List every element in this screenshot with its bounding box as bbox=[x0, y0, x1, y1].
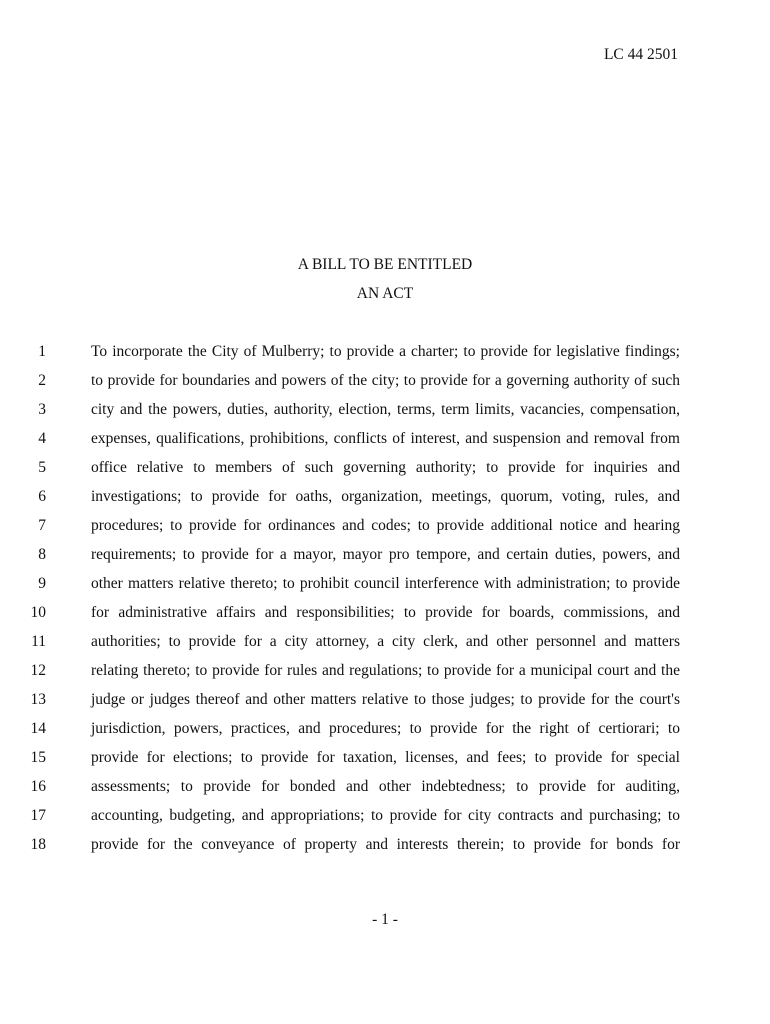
line-number: 18 bbox=[30, 836, 46, 853]
line-text: jurisdiction, powers, practices, and procedures; to provide for the right of certiorari; to bbox=[91, 720, 680, 737]
line-number: 10 bbox=[30, 604, 46, 621]
line-number: 4 bbox=[38, 430, 46, 447]
line-number: 3 bbox=[38, 401, 46, 418]
line-text: office relative to members of such governing authority; to provide for inquiries and bbox=[91, 459, 680, 476]
line-number: 12 bbox=[30, 662, 46, 679]
line-text: accounting, budgeting, and appropriations; to provide for city contracts and purchasing; to bbox=[91, 807, 680, 824]
line-number: 17 bbox=[30, 807, 46, 824]
line-number: 14 bbox=[30, 720, 46, 737]
document-id: LC 44 2501 bbox=[603, 46, 678, 63]
line-number: 1 bbox=[38, 343, 46, 360]
line-text: procedures; to provide for ordinances and codes; to provide additional notice and hearing bbox=[91, 517, 680, 534]
line-text: expenses, qualifications, prohibitions, conflicts of interest, and suspension and removal from bbox=[91, 430, 680, 447]
line-number: 6 bbox=[38, 488, 46, 505]
line-number: 11 bbox=[31, 633, 46, 650]
line-text: requirements; to provide for a mayor, mayor pro tempore, and certain duties, powers, and bbox=[91, 546, 680, 563]
line-text: provide for the conveyance of property and interests therein; to provide for bonds for bbox=[91, 836, 680, 853]
line-text: other matters relative thereto; to prohibit council interference with administration; to provide bbox=[91, 575, 680, 592]
line-text: for administrative affairs and responsibilities; to provide for boards, commissions, and bbox=[91, 604, 680, 621]
line-text: city and the powers, duties, authority, election, terms, term limits, vacancies, compensation, bbox=[91, 401, 680, 418]
bill-subtitle: AN ACT bbox=[356, 285, 414, 302]
line-number: 15 bbox=[30, 749, 46, 766]
page-number: - 1 - bbox=[372, 911, 398, 928]
line-text: investigations; to provide for oaths, organization, meetings, quorum, voting, rules, and bbox=[91, 488, 680, 505]
line-number: 8 bbox=[38, 546, 46, 563]
line-number: 7 bbox=[38, 517, 46, 534]
bill-title: A BILL TO BE ENTITLED bbox=[297, 256, 473, 273]
line-number: 5 bbox=[38, 459, 46, 476]
line-number: 9 bbox=[38, 575, 46, 592]
line-number: 13 bbox=[30, 691, 46, 708]
line-text: authorities; to provide for a city attorney, a city clerk, and other personnel and matters bbox=[91, 633, 680, 650]
line-text: judge or judges thereof and other matters relative to those judges; to provide for the court's bbox=[91, 691, 680, 708]
line-text: to provide for boundaries and powers of the city; to provide for a governing authority of such bbox=[91, 372, 680, 389]
line-text: relating thereto; to provide for rules and regulations; to provide for a municipal court and the bbox=[91, 662, 680, 679]
line-text: assessments; to provide for bonded and other indebtedness; to provide for auditing, bbox=[91, 778, 680, 795]
line-text: To incorporate the City of Mulberry; to provide a charter; to provide for legislative findings; bbox=[91, 343, 680, 360]
line-text: provide for elections; to provide for taxation, licenses, and fees; to provide for special bbox=[91, 749, 680, 766]
line-number: 2 bbox=[38, 372, 46, 389]
line-number: 16 bbox=[30, 778, 46, 795]
